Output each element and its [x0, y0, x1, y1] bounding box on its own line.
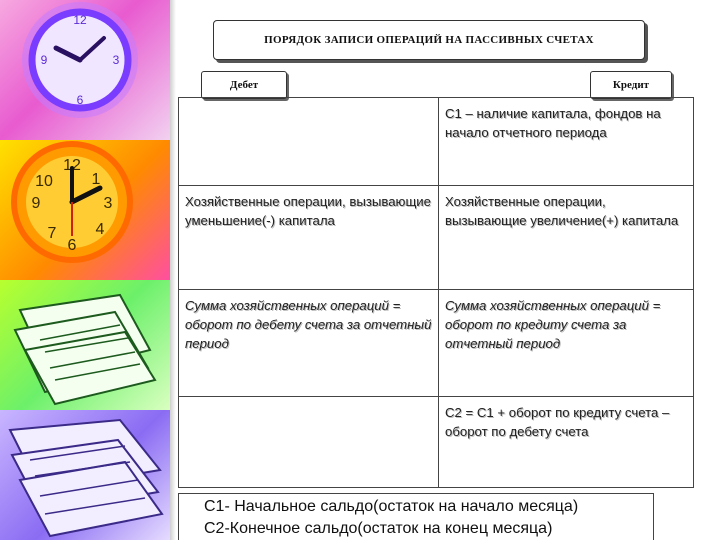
credit-cell	[439, 290, 694, 397]
orange-clock-image	[0, 140, 170, 280]
credit-cell	[439, 98, 694, 186]
table-row	[179, 290, 694, 397]
legend-box	[178, 493, 654, 540]
closing-balance-text: С2 = С1 + оборот по кредиту счета – оборот по дебету счета	[445, 405, 670, 439]
credit-turnover-text: Сумма хозяйственных операций = оборот по кредиту счета за отчетный период	[445, 298, 661, 351]
credit-cell	[439, 397, 694, 488]
debit-cell	[179, 186, 439, 290]
violet-papers-image	[0, 410, 170, 540]
svg-text:6: 6	[76, 93, 84, 107]
debit-cell	[179, 290, 439, 397]
debit-label: Дебет	[201, 71, 287, 99]
table-row	[179, 98, 694, 186]
svg-text:12: 12	[63, 157, 81, 174]
debit-cell	[179, 98, 439, 186]
svg-text:3: 3	[112, 53, 120, 67]
purple-clock-image	[0, 0, 170, 140]
table-row	[179, 186, 694, 290]
svg-text:9: 9	[31, 195, 41, 212]
table-row	[179, 397, 694, 488]
debit-turnover-text: Сумма хозяйственных операций = оборот по дебету счета за отчетный период	[185, 298, 432, 351]
decrease-operations-text: Хозяйственные операции, вызывающие уменьшение(-) капитала	[185, 194, 431, 228]
legend-line-2: С2-Конечное сальдо(остаток на конец месяца)	[204, 520, 553, 537]
svg-text:7: 7	[47, 225, 57, 242]
slide-title: ПОРЯДОК ЗАПИСИ ОПЕРАЦИЙ НА ПАССИВНЫХ СЧЕТАХ	[213, 20, 645, 60]
green-papers-image	[0, 280, 170, 410]
credit-label: Кредит	[590, 71, 672, 99]
strip-divider	[170, 0, 176, 540]
svg-text:9: 9	[40, 53, 48, 67]
svg-text:12: 12	[73, 13, 87, 27]
legend-line-1: С1- Начальное сальдо(остаток на начало месяца)	[204, 498, 579, 515]
svg-text:4: 4	[95, 221, 105, 238]
svg-text:6: 6	[67, 237, 77, 254]
svg-text:3: 3	[103, 195, 113, 212]
svg-text:10: 10	[35, 173, 53, 190]
decorative-image-strip	[0, 0, 170, 540]
t-account-table	[178, 97, 694, 488]
debit-cell	[179, 397, 439, 488]
credit-cell	[439, 186, 694, 290]
svg-text:1: 1	[91, 171, 101, 188]
opening-balance-text: С1 – наличие капитала, фондов на начало отчетного периода	[445, 106, 661, 140]
increase-operations-text: Хозяйственные операции, вызывающие увеличение(+) капитала	[445, 194, 679, 228]
